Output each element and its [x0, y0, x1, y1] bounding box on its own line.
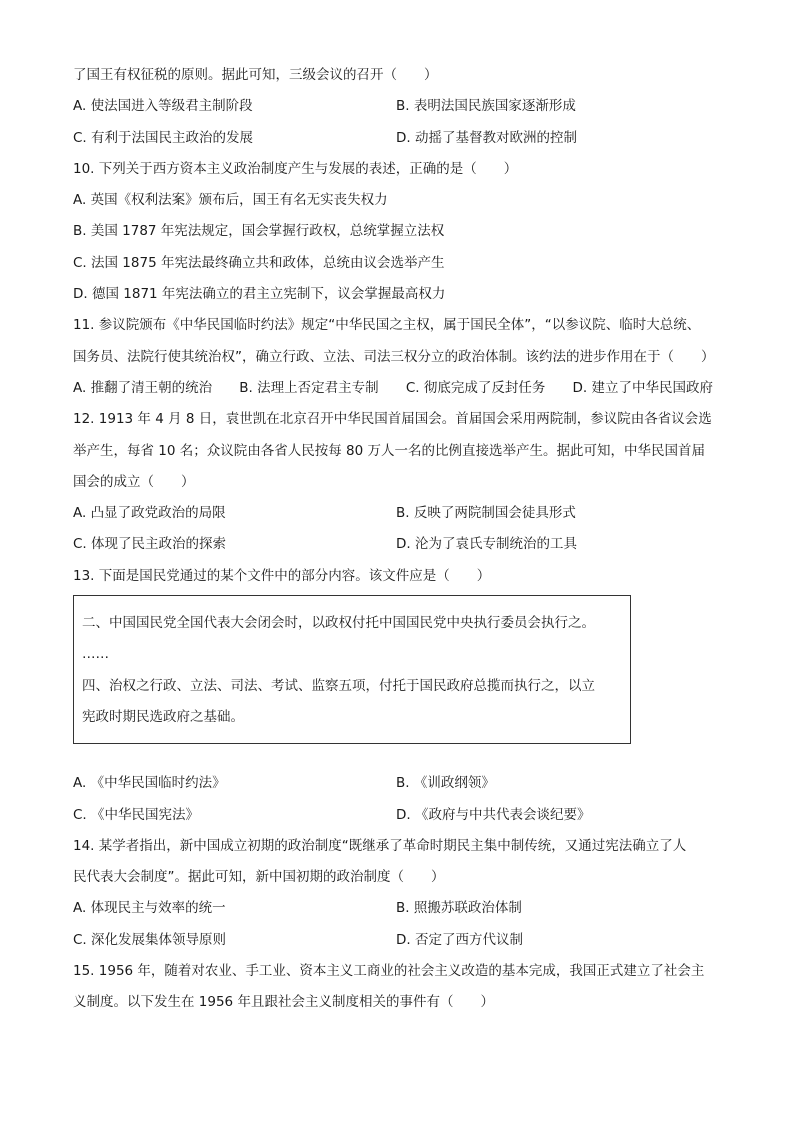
q12-options-row1 — [73, 498, 733, 529]
q14-options-row1 — [73, 893, 733, 924]
q12-stem-line3: 国会的成立（ ） — [73, 473, 195, 490]
exam-page — [73, 60, 733, 1019]
q10-option-b[interactable]: B. 美国 1787 年宪法规定，国会掌握行政权，总统掌握立法权 — [73, 223, 445, 240]
q11-option-a[interactable]: A. 推翻了清王朝的统治 — [73, 379, 213, 396]
q13-quote-line2: 四、治权之行政、立法、司法、考试、监察五项，付托于国民政府总揽而执行之，以立 — [82, 677, 595, 694]
q11-options — [73, 373, 713, 404]
q13-quote-line3: 宪政时期民选政府之基础。 — [82, 708, 244, 725]
q14-option-d[interactable]: D. 否定了西方代议制 — [396, 931, 523, 948]
q13-option-c[interactable]: C. 《中华民国宪法》 — [73, 806, 200, 823]
q9-option-c[interactable]: C. 有利于法国民主政治的发展 — [73, 129, 254, 146]
q13-option-a[interactable]: A. 《中华民国临时约法》 — [73, 775, 226, 792]
q10-stem: 10. 下列关于西方资本主义政治制度产生与发展的表述，正确的是（ ） — [73, 160, 518, 177]
q11-option-d[interactable]: D. 建立了中华民国政府 — [572, 379, 713, 396]
q13-stem: 13. 下面是国民党通过的某个文件中的部分内容。该文件应是（ ） — [73, 567, 491, 584]
q14-stem-line2: 民代表大会制度”。据此可知，新中国初期的政治制度（ ） — [73, 869, 445, 886]
q14-option-c[interactable]: C. 深化发展集体领导原则 — [73, 931, 227, 948]
q11-option-c[interactable]: C. 彻底完成了反封任务 — [405, 379, 546, 396]
q14-stem-line1: 14. 某学者指出，新中国成立初期的政治制度“既继承了革命时期民主集中制传统，又通过宪法确立了人 — [73, 837, 687, 854]
q11-stem-line1: 11. 参议院颁布《中华民国临时约法》规定“中华民国之主权，属于国民全体”，“以参议院、临时大总统、 — [73, 317, 701, 334]
q9-options-row2 — [73, 123, 733, 154]
q15-stem-line2: 义制度。以下发生在 1956 年且跟社会主义制度相关的事件有（ ） — [73, 994, 494, 1011]
q9-option-d[interactable]: D. 动摇了基督教对欧洲的控制 — [396, 129, 577, 146]
q12-option-d[interactable]: D. 沦为了袁氏专制统治的工具 — [396, 536, 577, 553]
q12-stem-line2: 举产生，每省 10 名；众议院由各省人民按每 80 万人一名的比例直接选举产生。据此可知，中华民国首届 — [73, 442, 706, 459]
q9-option-b[interactable]: B. 表明法国民族国家逐渐形成 — [396, 98, 576, 115]
q13-options-row2 — [73, 800, 733, 831]
q14-options-row2 — [73, 925, 733, 956]
q12-option-a[interactable]: A. 凸显了政党政治的局限 — [73, 505, 226, 522]
q10-option-a[interactable]: A. 英国《权利法案》颁布后，国王有名无实丧失权力 — [73, 192, 388, 209]
q12-options-row2 — [73, 529, 733, 560]
q9-options-row1 — [73, 91, 733, 122]
q14-option-b[interactable]: B. 照搬苏联政治体制 — [396, 900, 522, 917]
q13-quote-ellipsis: …… — [82, 646, 109, 663]
q13-option-d[interactable]: D. 《政府与中共代表会谈纪要》 — [396, 806, 591, 823]
q12-stem-line1: 12. 1913 年 4 月 8 日，袁世凯在北京召开中华民国首届国会。首届国会采用两院制，参议院由各省议会选 — [73, 411, 712, 428]
q10-option-d[interactable]: D. 德国 1871 年宪法确立的君主立宪制下，议会掌握最高权力 — [73, 286, 446, 303]
q15-stem-line1: 15. 1956 年，随着对农业、手工业、资本主义工商业的社会主义改造的基本完成，我国正式建立了社会主 — [73, 963, 705, 980]
q13-quote-box — [73, 595, 631, 744]
q13-option-b[interactable]: B. 《训政纲领》 — [396, 775, 495, 792]
q12-option-c[interactable]: C. 体现了民主政治的探索 — [73, 536, 227, 553]
q11-stem-line2: 国务员、法院行使其统治权”，确立行政、立法、司法三权分立的政治体制。该约法的进步作用在于（ ） — [73, 348, 715, 365]
q13-options-row1 — [73, 768, 733, 799]
q10-option-c[interactable]: C. 法国 1875 年宪法最终确立共和政体，总统由议会选举产生 — [73, 254, 445, 271]
q9-option-a[interactable]: A. 使法国进入等级君主制阶段 — [73, 98, 253, 115]
q9-stem: 了国王有权征税的原则。据此可知，三级会议的召开（ ） — [73, 67, 438, 83]
q13-quote-line1: 二、中国国民党全国代表大会闭会时，以政权付托中国国民党中央执行委员会执行之。 — [82, 615, 595, 632]
q14-option-a[interactable]: A. 体现民主与效率的统一 — [73, 900, 226, 917]
q11-option-b[interactable]: B. 法理上否定君主专制 — [239, 379, 379, 396]
q12-option-b[interactable]: B. 反映了两院制国会徒具形式 — [396, 505, 576, 522]
